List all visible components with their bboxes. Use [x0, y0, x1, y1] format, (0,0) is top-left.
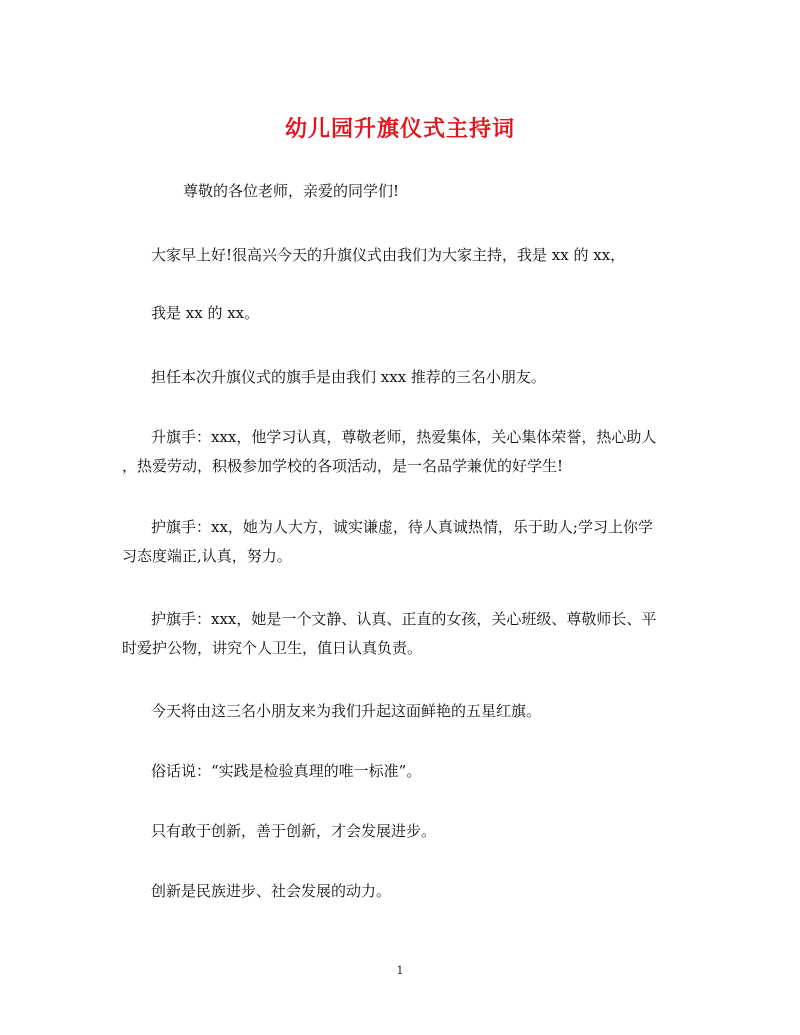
greeting-paragraph: 尊敬的各位老师，亲爱的同学们! — [183, 182, 400, 200]
flag-guard-2-line-1: 护旗手：xxx，她是一个文静、认真、正直的女孩，关心班级、尊敬师长、平 — [151, 610, 657, 628]
proverb-paragraph: 俗话说：“实践是检验真理的唯一标准”。 — [151, 762, 422, 780]
opening-paragraph: 大家早上好!很高兴今天的升旗仪式由我们为大家主持，我是 xx 的 xx， — [151, 246, 626, 264]
flag-raiser-line-1: 升旗手：xxx，他学习认真，尊敬老师，热爱集体，关心集体荣誉，热心助人 — [151, 428, 657, 446]
flag-guard-2-paragraph — [122, 605, 682, 663]
flag-raiser-paragraph — [122, 423, 682, 481]
page-number: 1 — [396, 964, 404, 977]
flag-guard-1-paragraph — [122, 513, 682, 571]
flag-bearers-intro-paragraph: 担任本次升旗仪式的旗手是由我们 xxx 推荐的三名小朋友。 — [151, 368, 546, 386]
flag-raising-paragraph: 今天将由这三名小朋友来为我们升起这面鲜艳的五星红旗。 — [151, 702, 542, 720]
innovation-driver-paragraph: 创新是民族进步、社会发展的动力。 — [151, 882, 392, 900]
flag-guard-1-line-1: 护旗手：xx，她为人大方，诚实谦虚，待人真诚热情，乐于助人;学习上你学 — [151, 518, 653, 536]
flag-raiser-line-2: ，热爱劳动，积极参加学校的各项活动，是一名品学兼优的好学生! — [122, 457, 564, 475]
host-intro-paragraph: 我是 xx 的 xx。 — [151, 304, 260, 322]
flag-guard-1-line-2: 习态度端正,认真，努力。 — [122, 547, 292, 565]
innovation-paragraph: 只有敢于创新，善于创新，才会发展进步。 — [151, 822, 437, 840]
document-title: 幼儿园升旗仪式主持词 — [284, 116, 515, 142]
flag-guard-2-line-2: 时爱护公物，讲究个人卫生，值日认真负责。 — [122, 639, 423, 657]
